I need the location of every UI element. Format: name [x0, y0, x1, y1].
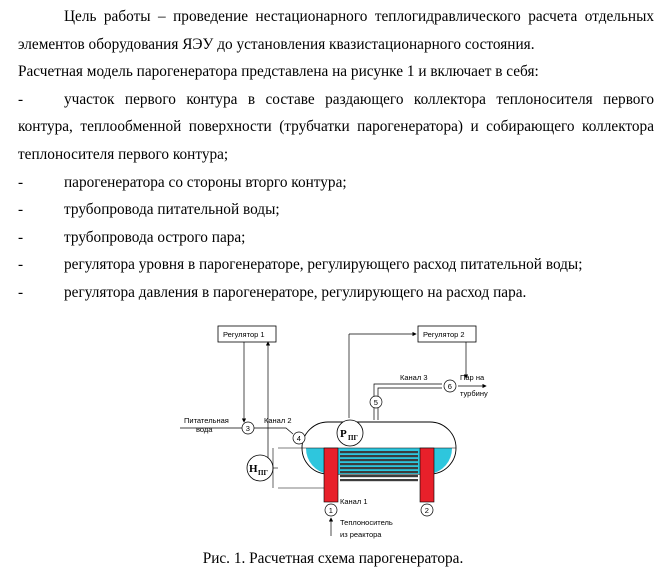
channel-2-pipe: [254, 428, 293, 434]
list-dash: -: [18, 283, 24, 301]
svg-text:6: 6: [447, 382, 452, 391]
feedwater-label: Питательная: [184, 416, 229, 425]
model-paragraph: Расчетная модель парогенератора представлена на рисунке 1 и включает в себя:: [18, 63, 539, 81]
svg-text:P: P: [340, 428, 347, 440]
node-6: [444, 380, 456, 392]
svg-text:1: 1: [328, 506, 333, 515]
node-2: [421, 504, 433, 516]
intro-paragraph: Цель работы – проведение нестационарного теплогидравлического расчета отдельных элементов оборудования ЯЭУ до установления квазистационарного состояния.: [18, 8, 654, 53]
svg-text:2: 2: [424, 506, 429, 515]
list-dash: -: [18, 228, 24, 246]
steam-label: Пар на: [460, 373, 485, 382]
list-dash: -: [18, 256, 24, 274]
steam-label-2: турбину: [460, 389, 488, 398]
level-sensor: [247, 455, 273, 481]
node-5: [370, 396, 382, 408]
list-item: - участок первого контура в составе раздающего коллектора теплоносителя первого контура, теплообменной поверхности (трубчатки парогенератора) и собирающего коллектора теплоносителя первого контура;: [18, 86, 654, 169]
node-4: [293, 432, 305, 444]
node-1: [325, 504, 337, 516]
list-item: - регулятора давления в парогенераторе, регулирующего на расход пара.: [18, 279, 654, 307]
svg-text:5: 5: [373, 398, 378, 407]
list-dash: -: [18, 201, 24, 219]
steam-generator-diagram: [160, 318, 510, 546]
svg-text:ПГ: ПГ: [348, 434, 358, 442]
svg-text:4: 4: [296, 434, 301, 443]
svg-text:H: H: [249, 463, 258, 475]
channel-2-label: Канал 2: [264, 416, 292, 425]
list-item: - регулятора уровня в парогенераторе, регулирующего расход питательной воды;: [18, 251, 654, 279]
coolant-label-2: из реактора: [340, 530, 382, 539]
channel-3-pipe: [374, 384, 442, 398]
coolant-label: Теплоноситель: [340, 518, 393, 527]
regulator-1-label: Регулятор 1: [223, 330, 265, 339]
list-item: - парогенератора со стороны вторго контура;: [18, 169, 654, 197]
list-item: - трубопровода острого пара;: [18, 224, 654, 252]
list-item: - трубопровода питательной воды;: [18, 196, 654, 224]
channel-1-label-main: Канал 1: [340, 497, 368, 506]
document-text: [18, 3, 654, 307]
feedwater-label-2: вода: [196, 425, 213, 434]
pressure-sensor: [337, 420, 363, 446]
channel-3-label: Канал 3: [400, 373, 428, 382]
svg-text:3: 3: [245, 424, 250, 433]
list-dash: -: [18, 173, 24, 191]
figure-caption: Рис. 1. Расчетная схема парогенератора.: [202, 550, 464, 567]
svg-text:ПГ: ПГ: [258, 469, 268, 477]
regulator-2-label: Регулятор 2: [423, 330, 465, 339]
node-3: [242, 422, 254, 434]
list-dash: -: [18, 90, 24, 108]
inlet-collector: [324, 448, 338, 502]
outlet-collector: [420, 448, 434, 502]
